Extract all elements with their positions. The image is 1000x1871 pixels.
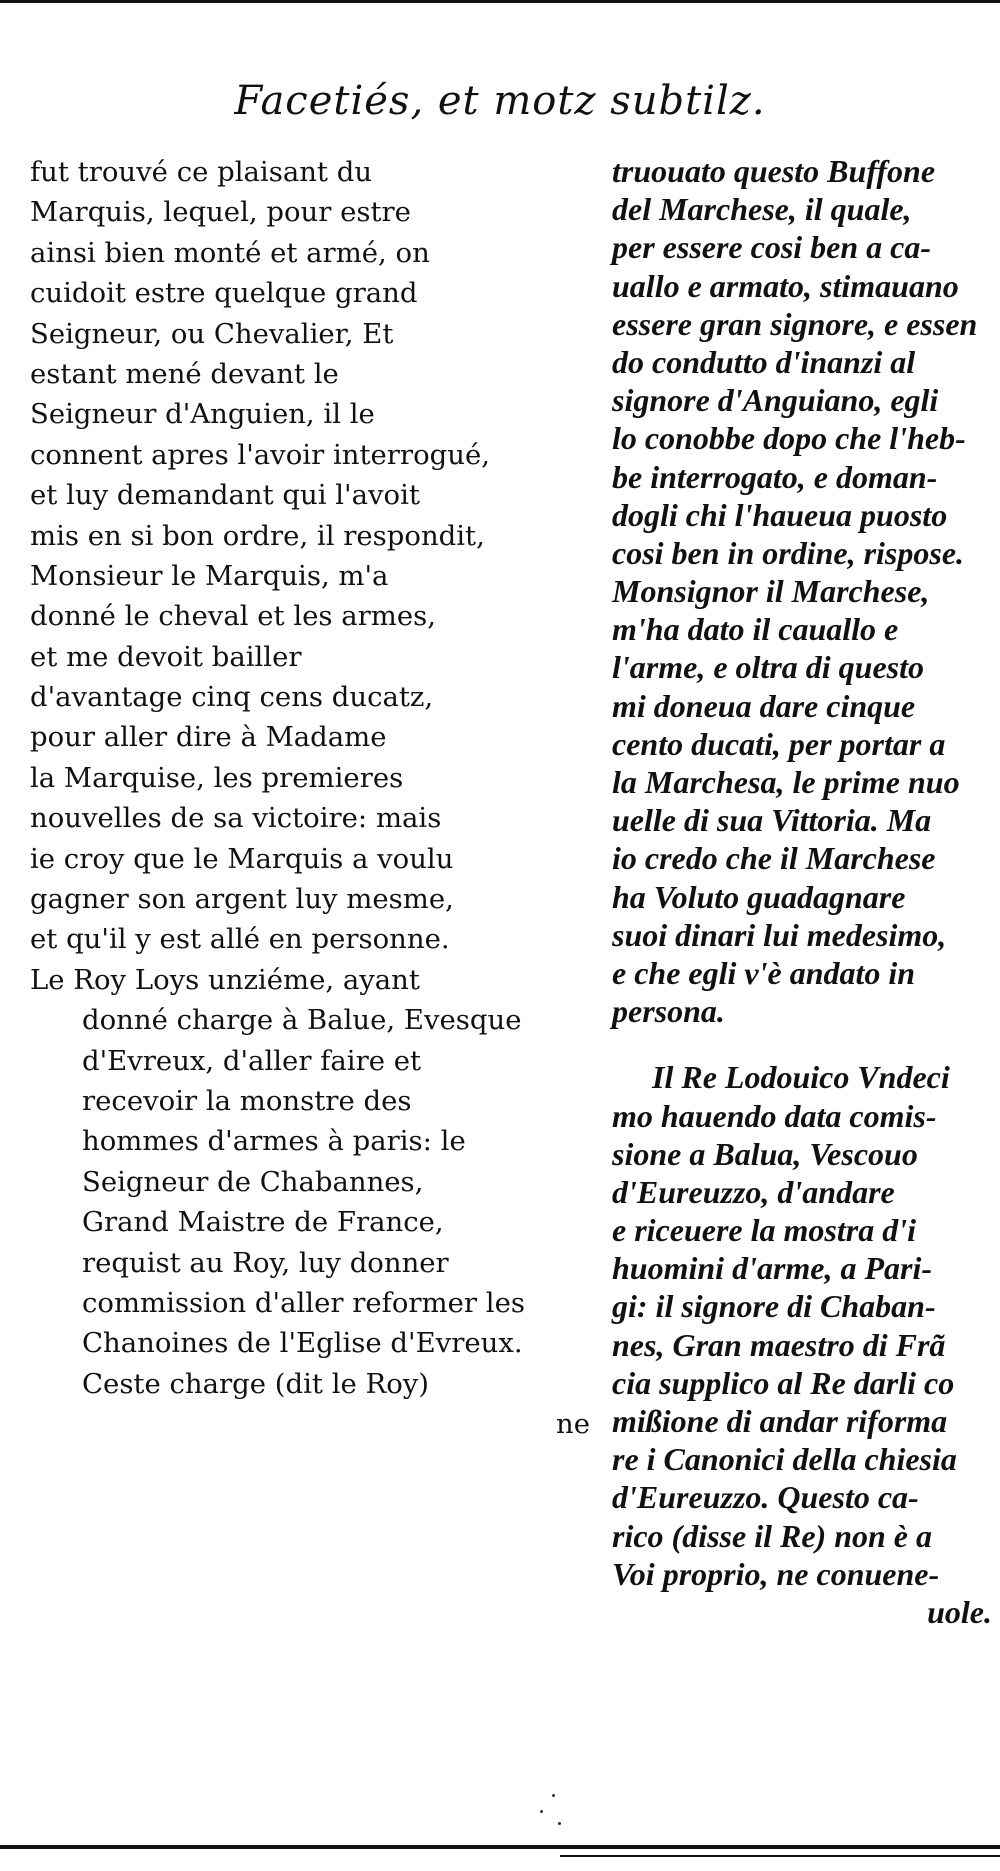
italian-line: do condutto d'inanzi al xyxy=(612,343,916,380)
italian-line: Voi proprio, ne conuene- xyxy=(612,1555,940,1592)
italian-line: uole. xyxy=(927,1593,992,1630)
italian-line: persona. xyxy=(612,993,725,1030)
italian-line: sione a Balua, Vescouo xyxy=(612,1135,918,1172)
italian-line: Il Re Lodouico Vndeci xyxy=(652,1059,950,1096)
italian-line: mißione di andar riforma xyxy=(612,1403,948,1439)
italian-line: uelle di sua Vittoria. Ma xyxy=(612,802,932,839)
italian-line: lo conobbe dopo che l'heb- xyxy=(612,420,966,457)
italian-line: suoi dinari lui medesimo, xyxy=(612,916,947,953)
top-rule xyxy=(0,0,1000,3)
italian-line: cia supplico al Re darli co xyxy=(612,1364,955,1401)
italian-line: mi doneua dare cinque xyxy=(612,687,916,724)
french-line: connent apres l'avoir interrogué, xyxy=(30,438,490,471)
italian-line: signore d'Anguiano, egli xyxy=(612,382,939,419)
french-line: Chanoines de l'Eglise d'Evreux. xyxy=(82,1327,523,1360)
bottom-rule xyxy=(0,1845,1000,1849)
french-line: pour aller dire à Madame xyxy=(30,721,387,754)
french-line: requist au Roy, luy donner xyxy=(82,1246,449,1279)
italian-line: e riceuere la mostra d'i xyxy=(612,1212,916,1249)
bottom-rule-secondary xyxy=(560,1855,1000,1857)
french-line: Grand Maistre de France, xyxy=(82,1206,444,1239)
italian-line: d'Eureuzzo, d'andare xyxy=(612,1173,895,1210)
italian-line: io credo che il Marchese xyxy=(612,840,936,877)
italian-line: be interrogato, e doman- xyxy=(612,458,938,495)
italian-line: l'arme, e oltra di questo xyxy=(612,649,924,686)
french-line: donné charge à Balue, Evesque xyxy=(82,1004,522,1037)
french-line: Seigneur, ou Chevalier, Et xyxy=(30,317,394,350)
french-line: d'Evreux, d'aller faire et xyxy=(82,1044,422,1077)
french-line: la Marquise, les premieres xyxy=(30,761,404,794)
italian-line: rico (disse il Re) non è a xyxy=(612,1517,932,1554)
ink-specks xyxy=(538,1790,568,1830)
french-line: Marquis, lequel, pour estre xyxy=(30,196,411,229)
italian-line: cento ducati, per portar a xyxy=(612,725,946,762)
italian-line: nes, Gran maestro di Frã xyxy=(612,1326,946,1363)
french-line: et luy demandant qui l'avoit xyxy=(30,479,420,512)
french-line: Ceste charge (dit le Roy) xyxy=(82,1367,430,1400)
french-line: mis en si bon ordre, il respondit, xyxy=(30,519,485,552)
italian-line: dogli chi l'haueua puosto xyxy=(612,496,948,533)
french-line: recevoir la monstre des xyxy=(82,1084,412,1117)
italian-line: Monsignor il Marchese, xyxy=(612,573,930,610)
french-line: fut trouvé ce plaisant du xyxy=(30,156,373,188)
italian-line: mo hauendo data comis- xyxy=(612,1097,937,1134)
italian-line: re i Canonici della chiesia xyxy=(612,1441,957,1478)
italian-line: essere gran signore, e essen xyxy=(612,305,978,342)
french-line: Seigneur d'Anguien, il le xyxy=(30,398,375,431)
italian-line: ha Voluto guadagnare xyxy=(612,878,906,915)
italian-line: m'ha dato il cauallo e xyxy=(612,611,899,648)
italian-line: d'Eureuzzo. Questo ca- xyxy=(612,1479,919,1516)
french-line: ie croy que le Marquis a voulu xyxy=(30,842,454,875)
italian-column xyxy=(612,152,992,1631)
french-line: cuidoit estre quelque grand xyxy=(30,277,418,310)
italian-line: truouato questo Buffone xyxy=(612,153,936,189)
french-line: Seigneur de Chabannes, xyxy=(82,1165,424,1198)
italian-line: e che egli v'è andato in xyxy=(612,954,916,991)
paragraph-gap xyxy=(612,1030,992,1058)
italian-line: del Marchese, il quale, xyxy=(612,191,912,228)
french-line: commission d'aller reformer les xyxy=(82,1286,525,1319)
italian-line: la Marchesa, le prime nuo xyxy=(612,764,960,800)
italian-line: per essere cosi ben a ca- xyxy=(612,229,932,266)
italian-line: uallo e armato, stimauano xyxy=(612,267,959,304)
french-line: Monsieur le Marquis, m'a xyxy=(30,559,389,592)
french-line: gagner son argent luy mesme, xyxy=(30,883,454,916)
french-line: ainsi bien monté et armé, on xyxy=(30,236,430,269)
page-header: Facetiés, et motz subtilz. xyxy=(234,78,766,124)
french-line: d'avantage cinq cens ducatz, xyxy=(30,681,434,714)
italian-line: huomini d'arme, a Pari- xyxy=(612,1250,933,1287)
french-line: Le Roy Loys unziéme, ayant xyxy=(30,963,420,996)
french-column xyxy=(30,152,590,1445)
italian-line: gi: il signore di Chaban- xyxy=(612,1288,936,1325)
french-line: ne xyxy=(556,1408,590,1441)
french-line: donné le cheval et les armes, xyxy=(30,600,437,633)
italian-line: cosi ben in ordine, rispose. xyxy=(612,534,965,571)
french-line: estant mené devant le xyxy=(30,357,339,390)
french-line: et me devoit bailler xyxy=(30,640,302,673)
french-line: hommes d'armes à paris: le xyxy=(82,1125,466,1158)
french-line: et qu'il y est allé en personne. xyxy=(30,923,450,956)
french-line: nouvelles de sa victoire: mais xyxy=(30,802,442,835)
